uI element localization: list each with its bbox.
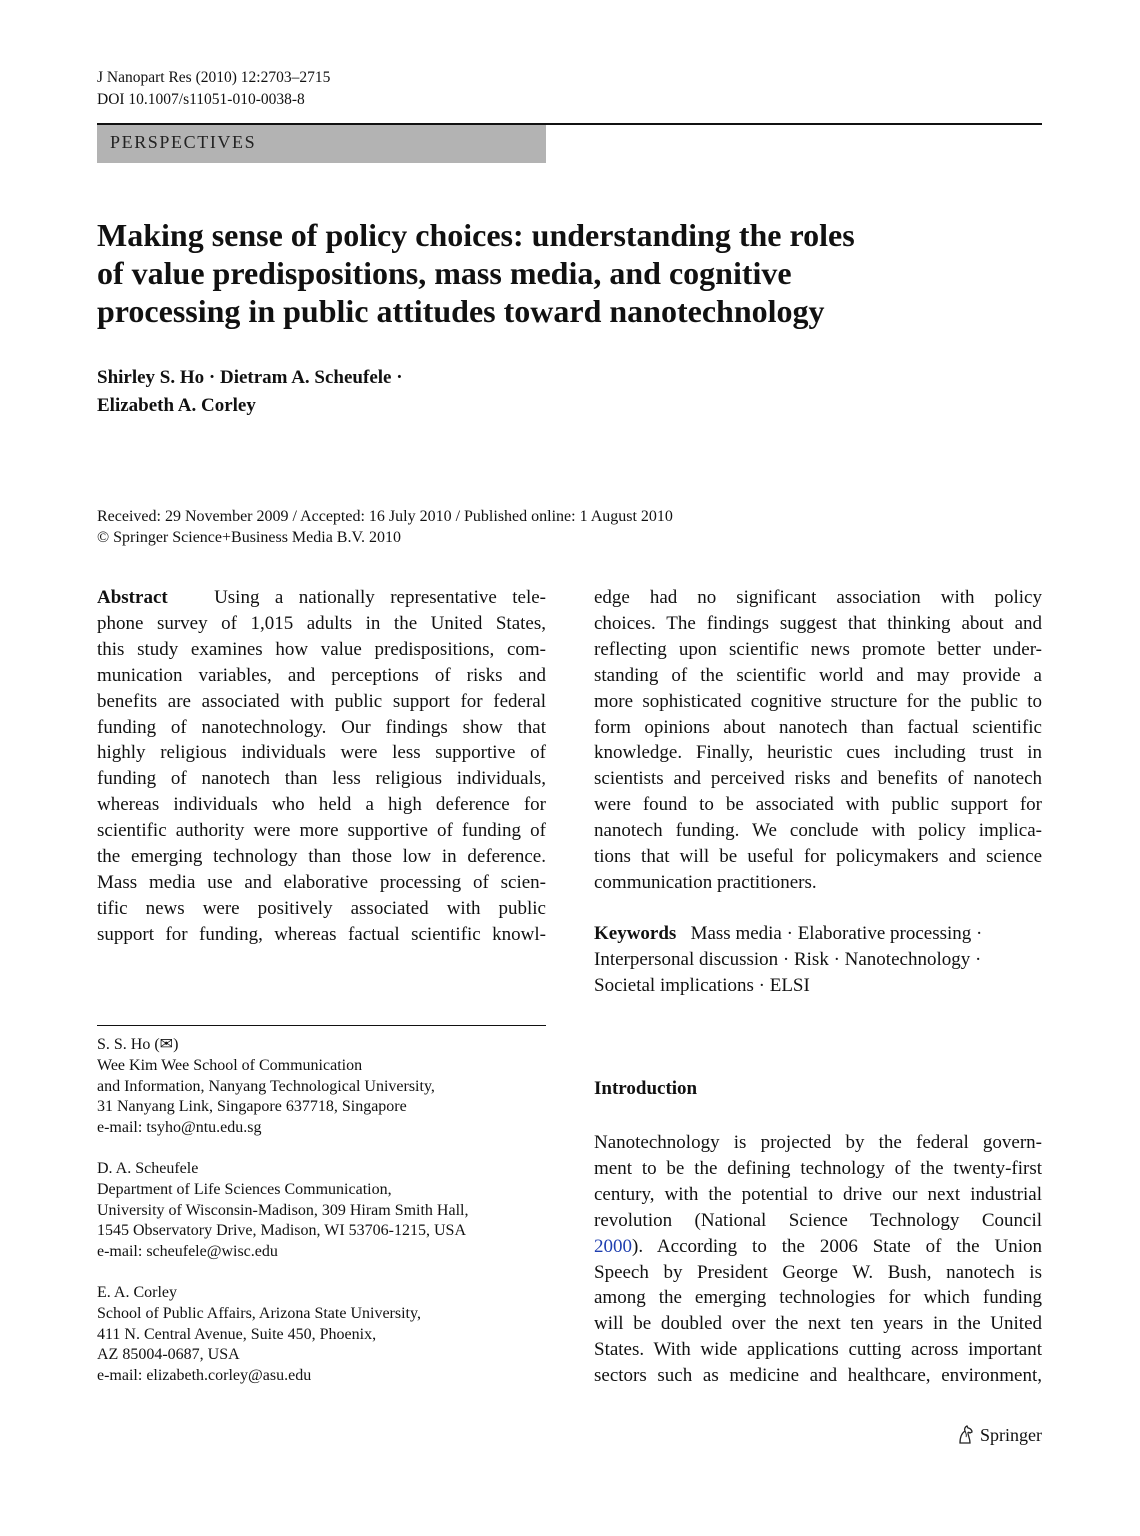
intro-line: Speech by President George W. Bush, nanotech is bbox=[594, 1261, 1042, 1283]
intro-text: ). According to the 2006 State of the Union bbox=[632, 1235, 1042, 1257]
affiliation-line: 1545 Observatory Drive, Madison, WI 53706-1215, USA bbox=[97, 1222, 466, 1240]
abstract-line: whereas individuals who held a high deference for bbox=[97, 794, 546, 816]
doi: DOI 10.1007/s11051-010-0038-8 bbox=[97, 91, 305, 108]
introduction-body bbox=[594, 1130, 1042, 1389]
publisher-mark bbox=[956, 1424, 1042, 1446]
affiliation-line: 31 Nanyang Link, Singapore 637718, Singapore bbox=[97, 1098, 407, 1116]
affiliation-line: AZ 85004-0687, USA bbox=[97, 1346, 240, 1364]
affiliation-line: School of Public Affairs, Arizona State University, bbox=[97, 1304, 421, 1322]
abstract-line: support for funding, whereas factual scientific knowl- bbox=[97, 923, 546, 945]
abstract-line: tific news were positively associated with public bbox=[97, 897, 546, 919]
publisher-name: Springer bbox=[980, 1424, 1042, 1445]
journal-reference: J Nanopart Res (2010) 12:2703–2715 bbox=[97, 69, 331, 86]
abstract-line: funding of nanotech than less religious individuals, bbox=[97, 768, 546, 790]
affiliation-scheufele bbox=[97, 1159, 546, 1263]
abstract-right-column bbox=[594, 585, 1042, 896]
abstract-label: Abstract bbox=[97, 587, 168, 608]
affiliation-line: University of Wisconsin-Madison, 309 Hiram Smith Hall, bbox=[97, 1201, 469, 1219]
abstract-line: munication variables, and perceptions of risks and bbox=[97, 664, 546, 686]
abstract-line: highly religious individuals were less supportive of bbox=[97, 742, 546, 764]
intro-cite-line bbox=[594, 1234, 1042, 1260]
abstract-line: scientific authority were more supportive of funding of bbox=[97, 820, 546, 842]
abstract-line: knowledge. Finally, heuristic cues including trust in bbox=[594, 742, 1042, 764]
author-line: Shirley S. Ho · Dietram A. Scheufele · bbox=[97, 367, 403, 388]
abstract-line: reflecting upon scientific news promote better under- bbox=[594, 638, 1042, 660]
article-title bbox=[97, 216, 997, 330]
affiliation-line: Department of Life Sciences Communication, bbox=[97, 1180, 392, 1198]
intro-line: sectors such as medicine and healthcare, environment, bbox=[594, 1365, 1042, 1387]
abstract-line: edge had no significant association with policy bbox=[594, 587, 1042, 608]
abstract-line: were found to be associated with public support for bbox=[594, 794, 1042, 816]
keywords-line: Societal implications · ELSI bbox=[594, 975, 810, 996]
intro-line: will be doubled over the next ten years in the United bbox=[594, 1313, 1042, 1335]
abstract-line: nanotech funding. We conclude with policy implica- bbox=[594, 820, 1042, 842]
intro-line: revolution (National Science Technology Council bbox=[594, 1209, 1042, 1231]
publication-dates: Received: 29 November 2009 / Accepted: 16 July 2010 / Published online: 1 August 2010 bbox=[97, 508, 673, 525]
abstract-left-column bbox=[97, 585, 546, 948]
affiliation-line: Wee Kim Wee School of Communication bbox=[97, 1056, 363, 1074]
affiliation-email[interactable]: e-mail: scheufele@wisc.edu bbox=[97, 1243, 278, 1261]
intro-line: among the emerging technologies for which funding bbox=[594, 1287, 1042, 1309]
affiliation-ho bbox=[97, 1035, 546, 1139]
intro-line: ment to be the defining technology of the twenty-first bbox=[594, 1157, 1042, 1179]
abstract-text: Using a nationally representative tele- bbox=[214, 587, 546, 608]
abstract-line: phone survey of 1,015 adults in the United States, bbox=[97, 612, 546, 634]
intro-line: century, with the potential to drive our next industrial bbox=[594, 1183, 1042, 1205]
affiliation-email[interactable]: e-mail: tsyho@ntu.edu.sg bbox=[97, 1119, 262, 1137]
affiliation-corley bbox=[97, 1283, 546, 1387]
abstract-line: funding of nanotechnology. Our findings show that bbox=[97, 716, 546, 738]
title-line: Making sense of policy choices: understanding the roles bbox=[97, 217, 855, 253]
abstract-line: this study examines how value predispositions, com- bbox=[97, 638, 546, 660]
abstract-line: benefits are associated with public support for federal bbox=[97, 690, 546, 712]
section-label: PERSPECTIVES bbox=[110, 132, 257, 152]
author-line: Elizabeth A. Corley bbox=[97, 395, 256, 416]
keywords-first-line bbox=[594, 921, 1042, 947]
abstract-last-line: communication practitioners. bbox=[594, 871, 817, 893]
abstract-line: choices. The findings suggest that thinking about and bbox=[594, 612, 1042, 634]
intro-line: States. With wide applications cutting across important bbox=[594, 1339, 1042, 1361]
abstract-line: tions that will be useful for policymakers and science bbox=[594, 846, 1042, 868]
affiliation-line: and Information, Nanyang Technological University, bbox=[97, 1077, 435, 1095]
affiliation-name: D. A. Scheufele bbox=[97, 1160, 199, 1177]
title-line: processing in public attitudes toward nanotechnology bbox=[97, 293, 825, 329]
abstract-line: scientists and perceived risks and benefits of nanotech bbox=[594, 768, 1042, 790]
affiliation-name: S. S. Ho (✉) bbox=[97, 1036, 179, 1053]
abstract-line: Mass media use and elaborative processing of scien- bbox=[97, 871, 546, 893]
affiliation-rule bbox=[97, 1025, 546, 1026]
abstract-line: the emerging technology than those low in deference. bbox=[97, 846, 546, 868]
abstract-line: form opinions about nanotech than factual scientific bbox=[594, 716, 1042, 738]
author-list bbox=[97, 364, 403, 420]
abstract-line: standing of the scientific world and may provide a bbox=[594, 664, 1042, 686]
springer-horse-icon bbox=[956, 1424, 976, 1446]
intro-line: Nanotechnology is projected by the federal govern- bbox=[594, 1132, 1042, 1153]
affiliation-name: E. A. Corley bbox=[97, 1284, 177, 1301]
keywords-block bbox=[594, 921, 1042, 999]
abstract-first-line bbox=[97, 585, 546, 611]
introduction-heading: Introduction bbox=[594, 1078, 698, 1099]
keywords-text: Mass media · Elaborative processing · bbox=[690, 923, 983, 944]
keywords-label: Keywords bbox=[594, 923, 677, 944]
affiliation-email[interactable]: e-mail: elizabeth.corley@asu.edu bbox=[97, 1367, 312, 1385]
affiliation-line: 411 N. Central Avenue, Suite 450, Phoenix, bbox=[97, 1325, 377, 1343]
copyright-notice: © Springer Science+Business Media B.V. 2010 bbox=[97, 529, 401, 546]
keywords-line: Interpersonal discussion · Risk · Nanotechnology · bbox=[594, 949, 982, 970]
abstract-line: more sophisticated cognitive structure for the public to bbox=[594, 690, 1042, 712]
title-line: of value predispositions, mass media, and cognitive bbox=[97, 255, 792, 291]
citation-link[interactable]: 2000 bbox=[594, 1235, 632, 1257]
